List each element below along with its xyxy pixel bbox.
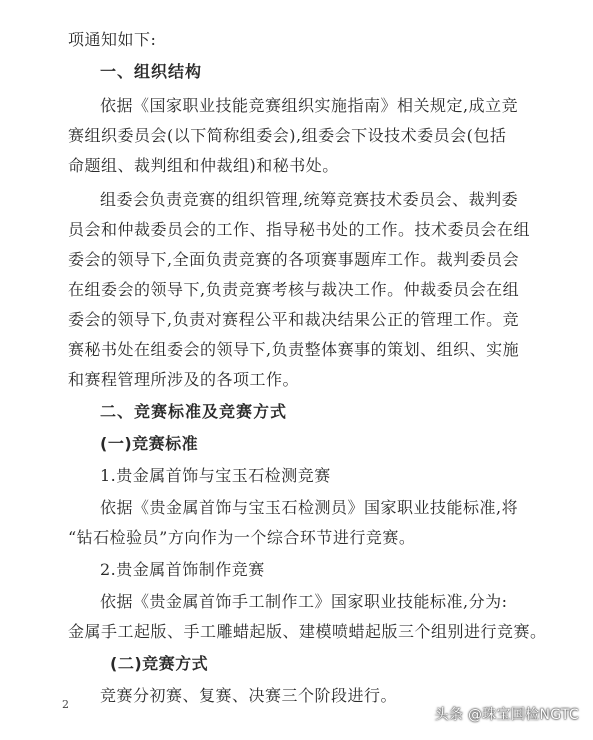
text-line: 项通知如下: xyxy=(68,30,157,49)
subsection-heading-standards: (一)竞赛标准 xyxy=(100,434,199,453)
text-line: 委会的领导下,负责对赛程公平和裁决结果公正的管理工作。竞 xyxy=(68,310,520,329)
text-line: 和赛程管理所涉及的各项工作。 xyxy=(68,370,300,389)
text-line: 赛组织委员会(以下简称组委会),组委会下设技术委员会(包括 xyxy=(68,126,507,145)
text-line: 命题组、裁判组和仲裁组)和秘书处。 xyxy=(68,156,339,175)
section-heading-standards: 二、竞赛标准及竞赛方式 xyxy=(100,402,288,421)
text-line: 2.贵金属首饰制作竞赛 xyxy=(100,560,265,579)
text-line: 依据《贵金属首饰手工制作工》国家职业技能标准,分为: xyxy=(100,592,508,611)
page-number: 2 xyxy=(62,698,69,711)
text-line: 员会和仲裁委员会的工作、指导秘书处的工作。技术委员会在组 xyxy=(68,220,531,239)
text-line: 1.贵金属首饰与宝玉石检测竞赛 xyxy=(100,466,331,485)
watermark: 头条 @珠宝国检NGTC xyxy=(434,707,579,723)
text-line: 竞赛分初赛、复赛、决赛三个阶段进行。 xyxy=(100,686,398,705)
text-line: “钻石检验员”方向作为一个综合环节进行竞赛。 xyxy=(68,528,416,547)
text-line: 组委会负责竞赛的组织管理,统筹竞赛技术委员会、裁判委 xyxy=(100,190,519,209)
text-line: 依据《贵金属首饰与宝玉石检测员》国家职业技能标准,将 xyxy=(100,498,519,517)
subsection-heading-method: (二)竞赛方式 xyxy=(110,654,209,673)
text-line: 赛秘书处在组委会的领导下,负责整体赛事的策划、组织、实施 xyxy=(68,340,520,359)
text-line: 在组委会的领导下,负责竞赛考核与裁决工作。仲裁委员会在组 xyxy=(68,280,520,299)
text-line: 委会的领导下,全面负责竞赛的各项赛事题库工作。裁判委员会 xyxy=(68,250,520,269)
text-line: 金属手工起版、手工雕蜡起版、建模喷蜡起版三个组别进行竞赛。 xyxy=(68,622,547,641)
text-line: 依据《国家职业技能竞赛组织实施指南》相关规定,成立竞 xyxy=(100,96,519,115)
section-heading-organization: 一、组织结构 xyxy=(100,62,203,81)
